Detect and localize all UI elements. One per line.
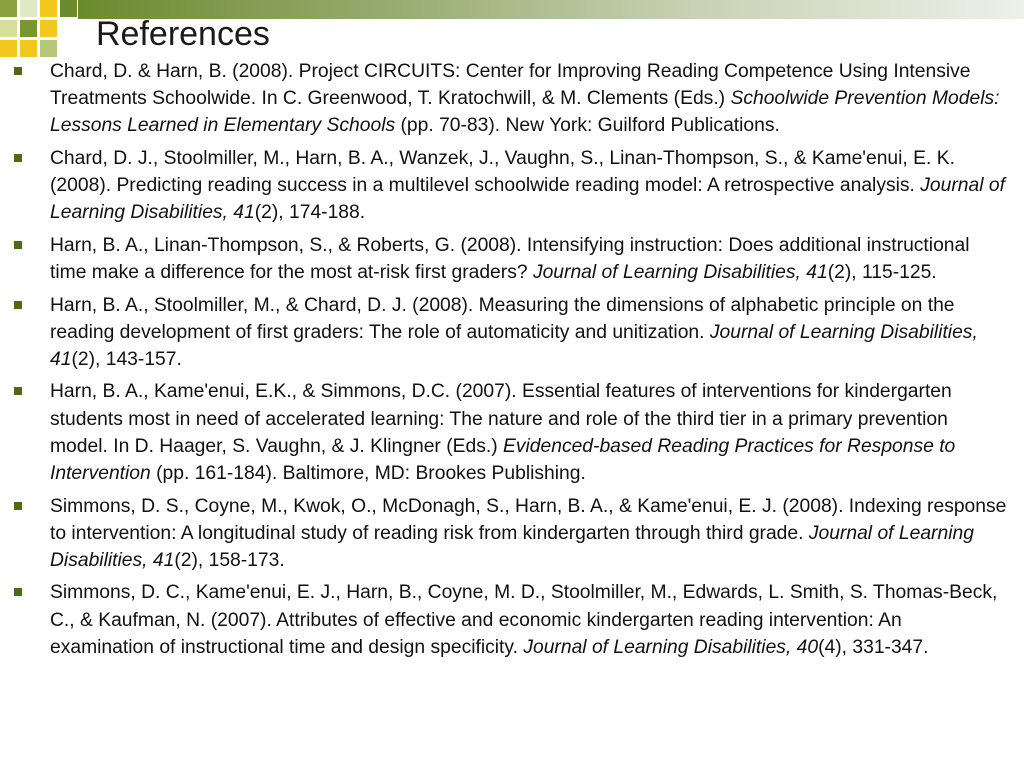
reference-source-title: Journal of Learning Disabilities, 41 xyxy=(50,522,974,571)
reference-text: Harn, B. A., Linan-Thompson, S., & Roberts, G. (2008). Intensifying instruction: Does additional instructional time make a difference for the most at-risk first graders? xyxy=(50,234,970,284)
reference-source-title: Journal of Learning Disabilities, 41 xyxy=(50,175,1005,224)
reference-text: (2), 143-157. xyxy=(71,348,182,370)
reference-source-title: Journal of Learning Disabilities, 41 xyxy=(532,262,828,284)
square-bullet-icon xyxy=(14,241,22,249)
reference-item xyxy=(0,378,1024,487)
square-bullet-icon xyxy=(14,154,22,162)
square-bullet-icon xyxy=(14,301,22,309)
reference-text: Chard, D. & Harn, B. (2008). Project CIRCUITS: Center for Improving Reading Competence Using Intensive Treatments Schoolwide. In C. Greenwood, T. Kratochwill, & M. Clements (Eds.) xyxy=(50,61,971,110)
square-bullet-icon xyxy=(14,387,22,395)
reference-text: Chard, D. J., Stoolmiller, M., Harn, B. A., Wanzek, J., Vaughn, S., Linan-Thompson, S., & Kame'enui, E. K. (2008). Predicting reading success in a multilevel schoolwide reading model: A retrospective analysis. xyxy=(50,147,955,197)
reference-text: Simmons, D. S., Coyne, M., Kwok, O., McDonagh, S., Harn, B. A., & Kame'enui, E. J. (2008). Indexing response to intervention: A longitudinal study of reading risk from kindergarten through third grade. xyxy=(50,495,1007,544)
reference-text: (2), 115-125. xyxy=(827,262,937,284)
reference-text: Simmons, D. C., Kame'enui, E. J., Harn, B., Coyne, M. D., Stoolmiller, M., Edwards, L. Smith, S. Thomas-Beck, C., & Kaufman, N. (2007). Attributes of effective and economic kindergarten reading intervention: An examination of instructional time and design specificity. xyxy=(50,582,998,658)
reference-item xyxy=(0,579,1024,661)
reference-text: (pp. 70-83). New York: Guilford Publications. xyxy=(395,115,780,137)
slide-title: References xyxy=(96,15,270,53)
reference-source-title: Journal of Learning Disabilities, 41 xyxy=(50,321,978,370)
reference-item xyxy=(0,232,1024,286)
square-bullet-icon xyxy=(14,588,22,596)
reference-item xyxy=(0,493,1024,575)
reference-text: (2), 158-173. xyxy=(174,549,285,571)
reference-text: Harn, B. A., Stoolmiller, M., & Chard, D. J. (2008). Measuring the dimensions of alphabetic principle on the reading development of first graders: The role of automaticity and unitization. xyxy=(50,294,955,343)
reference-source-title: Journal of Learning Disabilities, 40 xyxy=(523,636,819,658)
square-bullet-icon xyxy=(14,67,22,75)
square-bullet-icon xyxy=(14,502,22,510)
reference-source-title: Evidenced-based Reading Practices for Response to Intervention xyxy=(50,435,956,485)
reference-text: (4), 331-347. xyxy=(818,636,929,658)
reference-item xyxy=(0,58,1024,140)
reference-text: (pp. 161-184). Baltimore, MD: Brookes Publishing. xyxy=(150,463,586,485)
reference-source-title: Schoolwide Prevention Models: Lessons Learned in Elementary Schools xyxy=(50,88,1000,137)
corner-squares-decoration xyxy=(0,0,80,60)
reference-item xyxy=(0,145,1024,227)
reference-item xyxy=(0,292,1024,374)
reference-text: Harn, B. A., Kame'enui, E.K., & Simmons, D.C. (2007). Essential features of interventions for kindergarten students most in need of accelerated learning: The nature and role of the third tier in a primary prevention model. In D. Haager, S. Vaughn, & J. Klingner (Eds.) xyxy=(50,381,952,457)
reference-text: (2), 174-188. xyxy=(254,202,366,224)
reference-list xyxy=(0,58,1024,666)
